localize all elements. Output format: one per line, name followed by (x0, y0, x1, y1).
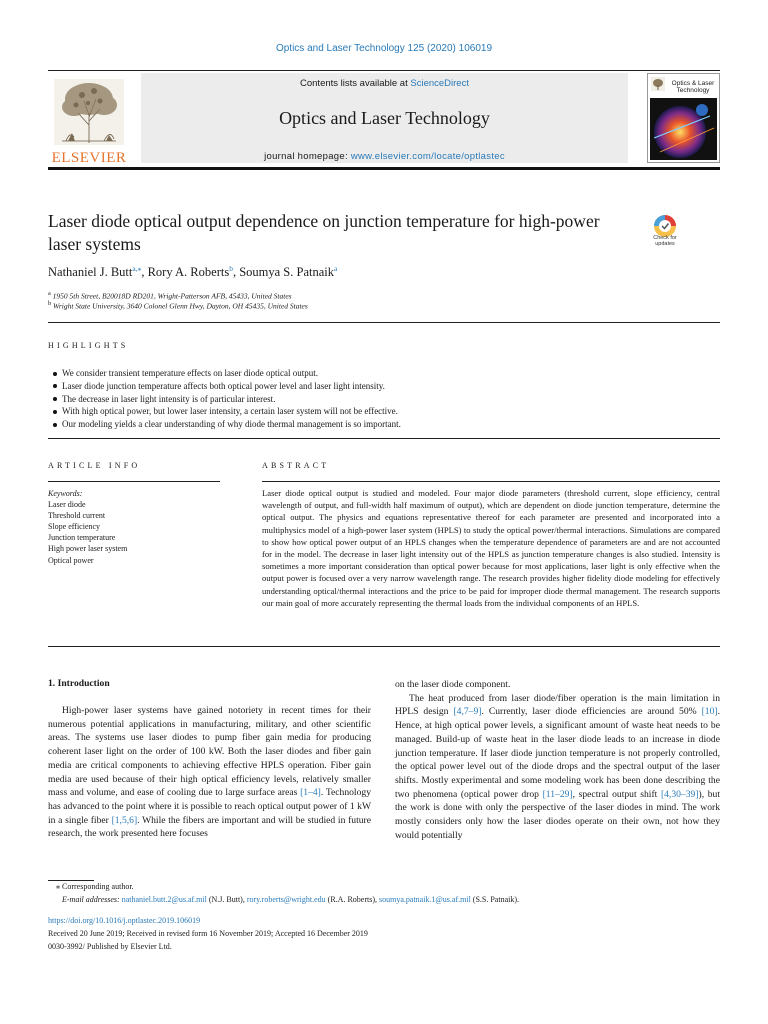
cover-publisher-icon (651, 77, 665, 91)
contents-line (141, 78, 628, 89)
email-owner: (R.A. Roberts), (325, 895, 379, 904)
highlights-rule-top (48, 322, 720, 323)
section-title-introduction: 1. Introduction (48, 678, 110, 689)
text-run: The heat produced from laser diode/fiber operation is the main limitation in HPLS design (395, 692, 720, 718)
keyword: High power laser system (48, 544, 128, 554)
text-run: High-power laser systems have gained notoriety in recent times for their numerous potential applications in manufacturing, military, and other scientific areas. The systems use laser diodes to pump fiber gain media for producing coherent laser light on the order of 100 kW. Both the laser diodes and fiber gain media are critical components to achieving effective HPLS operation. Fiber gain media are used because of their high optical efficiency levels, relatively smaller mass and volume, and ease of cooling due to large surface areas (48, 705, 371, 799)
keyword: Junction temperature (48, 533, 116, 543)
affiliation-text: Wright State University, 3640 Colonel Glenn Hwy, Dayton, OH 45435, United States (51, 301, 308, 311)
email-link[interactable]: soumya.patnaik.1@us.af.mil (379, 895, 471, 904)
keyword: Threshold current (48, 511, 106, 521)
journal-homepage-line (141, 151, 628, 162)
affiliation-mark: b (48, 300, 52, 307)
article-title: Laser diode optical output dependence on junction temperature for high-power laser systems (48, 211, 600, 254)
intro-paragraph-1-continued: on the laser diode component. (395, 679, 511, 690)
author-affiliation-mark[interactable]: a,⁎ (132, 264, 142, 273)
author-name[interactable]: Soumya S. Patnaik (239, 265, 334, 280)
header-rule-top (48, 70, 720, 71)
email-addresses (62, 895, 722, 904)
email-link[interactable]: nathaniel.butt.2@us.af.mil (121, 895, 207, 904)
affiliation-a (48, 290, 292, 301)
citation-link[interactable]: [1,5,6] (111, 814, 138, 826)
journal-name: Optics and Laser Technology (279, 108, 490, 128)
footnote-rule (48, 880, 94, 881)
citation-link[interactable]: [11–29] (542, 788, 573, 800)
abstract-rule-bottom (48, 646, 720, 647)
abstract-text: Laser diode optical output is studied and modeled. Four major diode parameters (threshold current, slope efficiency, central wavelength of output, and full-width half maximum of output), which are dependent on diode junction temperature, determine the optical output. The physics and equations representative thereof for each parameter are presented and incorporated into a multiphysics model of a high-power laser system (HPLS) to study the optical power/thermal interactions. Simulations are compared to show how optical power output of an HPLS changes when the temperature dependence of parameters are and are not accounted for in the model. The decrease in laser light intensity out of the HPLS as junction temperature changes is also studied. Intensity is sometimes a more important consideration than optical power because for most applications, laser light is only effective when the output power is focused over a very narrow wavelength range. The research provides higher fidelity diode modeling for effectively understanding optical/thermal interactions and the price to be paid for improper diode thermal management. The research supports our main goal of more accurately representing the thermal loads from the individual components of an HPLS. (262, 488, 720, 608)
check-updates-icon (648, 213, 682, 255)
author-affiliation-mark[interactable]: a (334, 264, 338, 273)
email-link[interactable]: rory.roberts@wright.edu (246, 895, 326, 904)
homepage-link[interactable]: www.elsevier.com/locate/optlastec (350, 151, 505, 162)
highlight-item: The decrease in laser light intensity is of particular interest. (48, 393, 720, 406)
header-rule-bottom (48, 167, 720, 170)
intro-paragraph-1 (48, 704, 371, 841)
keyword: Optical power (48, 555, 94, 565)
highlight-item: Our modeling yields a clear understanding of why diode thermal management is so important. (48, 418, 720, 431)
doi-link[interactable]: https://doi.org/10.1016/j.optlastec.2019.106019 (48, 916, 201, 925)
intro-paragraph-2 (395, 692, 720, 843)
check-for-updates-badge[interactable] (648, 213, 682, 255)
author-separator: , (232, 265, 240, 280)
highlights-list (48, 367, 720, 431)
body-column-left (48, 704, 371, 841)
author-list (48, 264, 337, 280)
abstract-heading: ABSTRACT (262, 461, 330, 470)
article-info-rule (48, 481, 220, 482)
affiliation-mark: a (48, 290, 51, 297)
email-label: E-mail addresses: (62, 895, 122, 904)
highlight-item: With high optical power, but lower laser intensity, a certain laser system will not be effective. (48, 405, 720, 418)
keyword: Laser diode (48, 500, 86, 510)
corresponding-author-note: ⁎ Corresponding author. (56, 882, 134, 891)
highlights-heading: HIGHLIGHTS (48, 341, 129, 350)
received-dates: Received 20 June 2019; Received in revised form 16 November 2019; Accepted 16 December 2019 (48, 929, 368, 938)
text-run: . While the fibers are important and will be studied in future research, the work presented here focuses (48, 814, 372, 840)
elsevier-wordmark: ELSEVIER (51, 150, 127, 166)
highlight-item: We consider transient temperature effects on laser diode optical output. (48, 367, 720, 380)
affiliation-text: 1950 5th Street, B20018D RD201, Wright-Patterson AFB, 45433, United States (50, 291, 292, 301)
keywords-label: Keywords: (48, 489, 83, 498)
citation-link[interactable]: [4,7–9] (453, 706, 482, 718)
text-run: . Hence, at high optical power levels, a significant amount of waste heat needs to be managed. Build-up of waste heat in the laser diode leads to an increase in diode junction temperature. If laser diode junction temperature is not properly controlled, the optical power level out of the diode drops and the spectral output of the laser shifts. Mostly experimental and some modeling work has been done describing the two phenomena (optical power drop (395, 706, 720, 800)
email-owner: (N.J. Butt), (206, 895, 247, 904)
abstract-rule (262, 481, 720, 482)
article-info-heading: ARTICLE INFO (48, 461, 141, 470)
homepage-label: journal homepage: (264, 151, 351, 162)
cover-artwork-icon (650, 98, 717, 160)
author-name[interactable]: Nathaniel J. Butt (48, 265, 133, 280)
highlights-rule-bottom (48, 438, 720, 439)
text-run: , spectral output shift (572, 788, 661, 800)
author-affiliation-mark[interactable]: b (229, 264, 233, 273)
cover-title: Optics & Laser Technology (671, 80, 715, 94)
author-separator: , (141, 265, 148, 280)
text-run: . Currently, laser diode efficiencies are around 50% (481, 706, 702, 718)
text-run: ), but the work is done with only the perspective of the laser diodes in mind. The work mostly considers only how the laser diodes operate on their own, not how they would potentially (395, 788, 720, 841)
affiliation-b (48, 300, 308, 311)
body-column-right (395, 678, 720, 842)
check-updates-label: Check for updates (653, 235, 677, 247)
issn-publisher: 0030-3992/ Published by Elsevier Ltd. (48, 942, 172, 951)
citation-link[interactable]: [4,30–39] (660, 788, 699, 800)
contents-prefix: Contents lists available at (300, 78, 411, 89)
highlight-item: Laser diode junction temperature affects both optical power level and laser light intensity. (48, 380, 720, 393)
keywords-block (48, 488, 220, 566)
sciencedirect-link[interactable]: ScienceDirect (410, 78, 469, 89)
keyword: Slope efficiency (48, 522, 101, 532)
journal-citation[interactable]: Optics and Laser Technology 125 (2020) 106019 (275, 43, 493, 54)
author-name[interactable]: Rory A. Roberts (147, 265, 230, 280)
journal-cover-thumbnail[interactable] (647, 73, 720, 163)
email-owner: (S.S. Patnaik). (470, 895, 520, 904)
citation-link[interactable]: [10] (701, 706, 718, 718)
text-run: . Technology has advanced to the point where it is possible to reach optical output power of 1 kW in a single fiber (48, 787, 371, 826)
citation-link[interactable]: [1–4] (300, 787, 321, 799)
